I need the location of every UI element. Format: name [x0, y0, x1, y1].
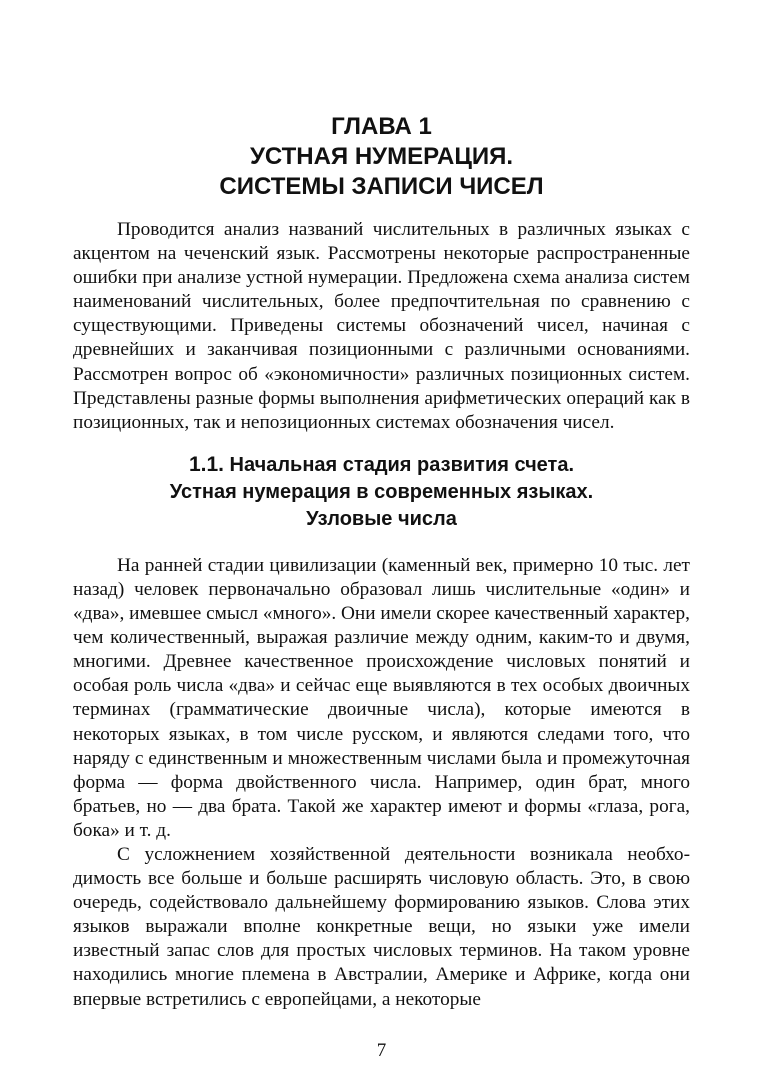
section-title-line-2: Устная нумерация в современных языках. [169, 480, 594, 503]
body-paragraph-2: С усложнением хозяйственной деятельности возникала необходимость все больше и больше расширять числовую область. Это, в свою очередь, содействовало дальнейшему формированию языков. Слова этих языков выражали вполне конкретные вещи, но языки уже имели известный запас слов для простых числовых терминов. На таком уровне находились многие племена в Австралии, Америке и Африке, когда они впервые встретились с европейцами, а некоторые [73, 843, 690, 1010]
section-title-line-1 [73, 451, 690, 479]
section-title-line-3: Узловые числа [306, 507, 457, 530]
section-heading [73, 451, 690, 533]
body-text [73, 554, 690, 1012]
page-content [73, 112, 690, 1012]
chapter-label: ГЛАВА 1 [331, 113, 432, 140]
section-title-text-1: Начальная стадия развития счета. [229, 453, 575, 476]
page-number: 7 [376, 1040, 387, 1061]
body-paragraph-1: На ранней стадии цивилизации (каменный век, примерно 10 тыс. лет назад) человек первоначально образовал лишь числительные «один» и «два», имевшее смысл «много». Они имели скорее качественный характер, чем количественный, выражая различие между одним, каким-то и двумя, многими. Древнее качественное происхождение числовых понятий и особая роль числа «два» и сейчас еще выявляются в тех особых двоичных терминах (грамматические двоичные числа), которые имеются в некоторых языках, в том числе русском, и являются следами того, что наряду с единственным и множественным числами была и промежуточная форма — форма двойственного числа. Например, один брат, много братьев, но — два брата. Такой же характер имеют и формы «глаза, рога, бока» и т. д. [73, 554, 690, 841]
chapter-abstract [73, 218, 690, 435]
section-number: 1.1. [188, 452, 224, 476]
chapter-heading [73, 112, 690, 202]
chapter-title-line-1: УСТНАЯ НУМЕРАЦИЯ. [249, 143, 514, 170]
abstract-paragraph: Проводится анализ названий числительных в различных языках с акцентом на чеченский язык. Рассмотрены некоторые распространенные ошибки при анализе устной нумерации. Предложена схема анализа систем наименований числительных, более предпочтительная по сравнению с существующими. Приведены системы обозначений чисел, начиная с древнейших и заканчивая позиционными с различными основаниями. Рассмотрен вопрос об «экономичности» различных позиционных систем. Представлены разные формы выполнения арифметических операций как в позиционных, так и непозиционных системах обозначения чисел. [73, 219, 690, 433]
chapter-title-line-2: СИСТЕМЫ ЗАПИСИ ЧИСЕЛ [219, 173, 544, 200]
